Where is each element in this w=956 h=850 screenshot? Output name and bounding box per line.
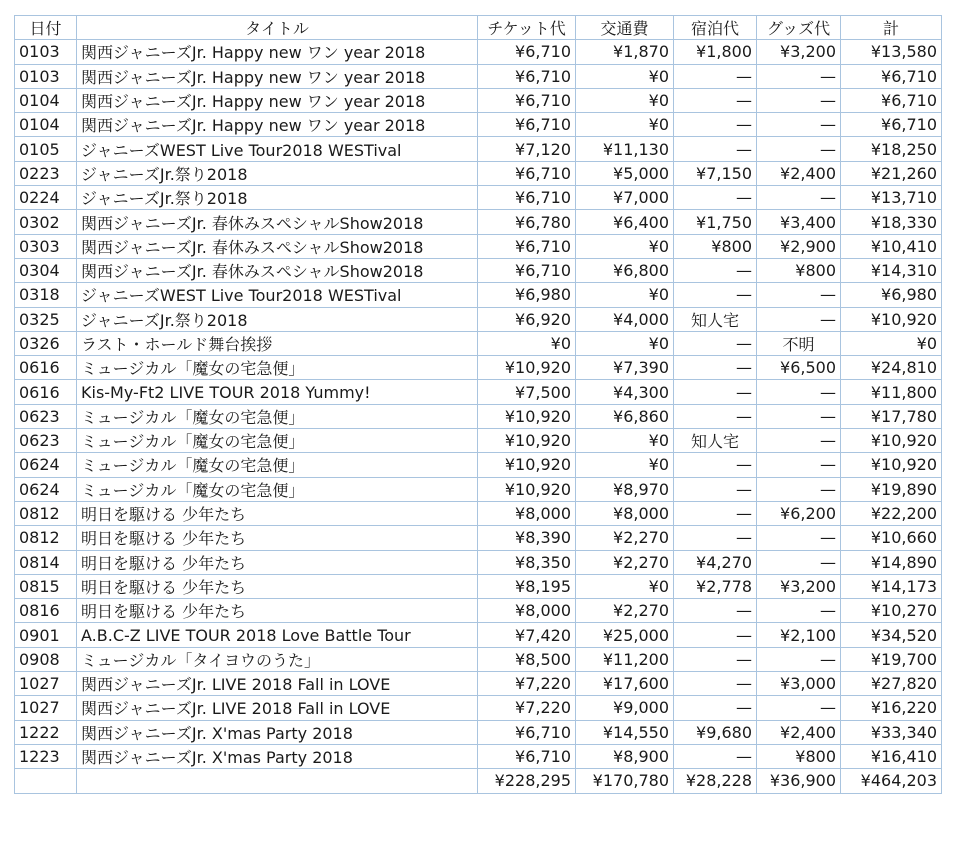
title-cell: 明日を駆ける 少年たち: [77, 501, 478, 525]
title-cell: 関西ジャニーズJr. Happy new ワン year 2018: [77, 113, 478, 137]
ticket-cell: ¥8,500: [478, 647, 576, 671]
goods-cell: ¥6,200: [757, 501, 841, 525]
transport-cell: ¥8,970: [576, 477, 674, 501]
goods-cell: ¥3,000: [757, 672, 841, 696]
lodging-cell: ¥7,150: [674, 161, 757, 185]
header-total: 計: [841, 16, 942, 40]
total-cell: ¥19,890: [841, 477, 942, 501]
transport-cell: ¥6,400: [576, 210, 674, 234]
title-cell: ジャニーズJr.祭り2018: [77, 186, 478, 210]
total-cell: ¥16,220: [841, 696, 942, 720]
title-cell: 関西ジャニーズJr. Happy new ワン year 2018: [77, 88, 478, 112]
table-row: [15, 453, 942, 477]
title-cell: 関西ジャニーズJr. Happy new ワン year 2018: [77, 40, 478, 64]
header-title: タイトル: [77, 16, 478, 40]
ticket-cell: ¥7,220: [478, 672, 576, 696]
ticket-cell: ¥10,920: [478, 453, 576, 477]
ticket-cell: ¥8,000: [478, 599, 576, 623]
header-transport: 交通費: [576, 16, 674, 40]
transport-cell: ¥11,200: [576, 647, 674, 671]
lodging-cell: —: [674, 137, 757, 161]
table-row: [15, 258, 942, 282]
transport-cell: ¥7,000: [576, 186, 674, 210]
goods-cell: ¥2,900: [757, 234, 841, 258]
ticket-cell: ¥7,500: [478, 380, 576, 404]
total-cell: ¥0: [841, 331, 942, 355]
date-cell: 0105: [15, 137, 77, 161]
total-cell: ¥34,520: [841, 623, 942, 647]
date-cell: 0814: [15, 550, 77, 574]
total-cell: ¥10,270: [841, 599, 942, 623]
ticket-cell: ¥8,000: [478, 501, 576, 525]
expense-table: [14, 15, 942, 794]
total-cell: ¥14,310: [841, 258, 942, 282]
date-cell: 0224: [15, 186, 77, 210]
total-cell: ¥10,660: [841, 526, 942, 550]
table-row: [15, 40, 942, 64]
ticket-cell: ¥10,920: [478, 356, 576, 380]
date-cell: 0616: [15, 380, 77, 404]
goods-cell: —: [757, 88, 841, 112]
goods-cell: —: [757, 113, 841, 137]
ticket-cell: ¥10,920: [478, 429, 576, 453]
date-cell: 1223: [15, 744, 77, 768]
lodging-cell: —: [674, 113, 757, 137]
title-cell: 関西ジャニーズJr. X'mas Party 2018: [77, 744, 478, 768]
title-cell: ミュージカル「魔女の宅急便」: [77, 356, 478, 380]
total-transport: ¥170,780: [576, 769, 674, 793]
goods-cell: —: [757, 283, 841, 307]
goods-cell: —: [757, 599, 841, 623]
lodging-cell: —: [674, 501, 757, 525]
ticket-cell: ¥6,710: [478, 64, 576, 88]
goods-cell: —: [757, 64, 841, 88]
table-row: [15, 137, 942, 161]
ticket-cell: ¥0: [478, 331, 576, 355]
transport-cell: ¥2,270: [576, 526, 674, 550]
total-cell: ¥6,710: [841, 88, 942, 112]
table-row: [15, 356, 942, 380]
lodging-cell: —: [674, 258, 757, 282]
totals-row: [15, 769, 942, 793]
ticket-cell: ¥6,980: [478, 283, 576, 307]
date-cell: 0304: [15, 258, 77, 282]
ticket-cell: ¥10,920: [478, 404, 576, 428]
goods-cell: —: [757, 380, 841, 404]
table-row: [15, 672, 942, 696]
date-cell: 1027: [15, 672, 77, 696]
title-cell: ミュージカル「魔女の宅急便」: [77, 404, 478, 428]
goods-cell: —: [757, 647, 841, 671]
grand-total: ¥464,203: [841, 769, 942, 793]
transport-cell: ¥17,600: [576, 672, 674, 696]
title-cell: A.B.C-Z LIVE TOUR 2018 Love Battle Tour: [77, 623, 478, 647]
date-cell: 0816: [15, 599, 77, 623]
goods-cell: ¥6,500: [757, 356, 841, 380]
total-cell: ¥10,920: [841, 307, 942, 331]
ticket-cell: ¥8,195: [478, 574, 576, 598]
table-row: [15, 331, 942, 355]
lodging-cell: —: [674, 647, 757, 671]
header-ticket: チケット代: [478, 16, 576, 40]
table-row: [15, 283, 942, 307]
transport-cell: ¥7,390: [576, 356, 674, 380]
lodging-cell: —: [674, 744, 757, 768]
table-row: [15, 113, 942, 137]
lodging-cell: —: [674, 696, 757, 720]
transport-cell: ¥0: [576, 64, 674, 88]
date-cell: 1222: [15, 720, 77, 744]
totals-date-cell: [15, 769, 77, 793]
ticket-cell: ¥6,710: [478, 234, 576, 258]
transport-cell: ¥9,000: [576, 696, 674, 720]
date-cell: 0303: [15, 234, 77, 258]
lodging-cell: —: [674, 672, 757, 696]
table-row: [15, 234, 942, 258]
lodging-cell: 知人宅: [674, 429, 757, 453]
date-cell: 0302: [15, 210, 77, 234]
ticket-cell: ¥7,420: [478, 623, 576, 647]
date-cell: 0901: [15, 623, 77, 647]
lodging-cell: ¥4,270: [674, 550, 757, 574]
transport-cell: ¥2,270: [576, 550, 674, 574]
total-cell: ¥19,700: [841, 647, 942, 671]
ticket-cell: ¥6,710: [478, 744, 576, 768]
total-cell: ¥11,800: [841, 380, 942, 404]
goods-cell: ¥800: [757, 744, 841, 768]
date-cell: 0104: [15, 113, 77, 137]
transport-cell: ¥0: [576, 234, 674, 258]
goods-cell: ¥800: [757, 258, 841, 282]
ticket-cell: ¥8,390: [478, 526, 576, 550]
table-row: [15, 696, 942, 720]
transport-cell: ¥6,860: [576, 404, 674, 428]
title-cell: ジャニーズJr.祭り2018: [77, 161, 478, 185]
ticket-cell: ¥6,710: [478, 88, 576, 112]
transport-cell: ¥11,130: [576, 137, 674, 161]
total-cell: ¥6,710: [841, 64, 942, 88]
total-cell: ¥10,920: [841, 429, 942, 453]
goods-cell: —: [757, 429, 841, 453]
lodging-cell: —: [674, 356, 757, 380]
table-row: [15, 64, 942, 88]
total-cell: ¥6,980: [841, 283, 942, 307]
lodging-cell: ¥1,800: [674, 40, 757, 64]
title-cell: ミュージカル「魔女の宅急便」: [77, 477, 478, 501]
totals-title-cell: [77, 769, 478, 793]
header-lodging: 宿泊代: [674, 16, 757, 40]
title-cell: 明日を駆ける 少年たち: [77, 550, 478, 574]
lodging-cell: ¥1,750: [674, 210, 757, 234]
total-cell: ¥6,710: [841, 113, 942, 137]
goods-cell: ¥2,100: [757, 623, 841, 647]
header-date: 日付: [15, 16, 77, 40]
table-row: [15, 307, 942, 331]
ticket-cell: ¥6,710: [478, 40, 576, 64]
date-cell: 0812: [15, 526, 77, 550]
transport-cell: ¥25,000: [576, 623, 674, 647]
table-row: [15, 501, 942, 525]
goods-cell: ¥2,400: [757, 161, 841, 185]
date-cell: 0325: [15, 307, 77, 331]
date-cell: 0812: [15, 501, 77, 525]
title-cell: ジャニーズJr.祭り2018: [77, 307, 478, 331]
table-row: [15, 88, 942, 112]
transport-cell: ¥4,300: [576, 380, 674, 404]
transport-cell: ¥14,550: [576, 720, 674, 744]
title-cell: ミュージカル「魔女の宅急便」: [77, 429, 478, 453]
ticket-cell: ¥6,710: [478, 161, 576, 185]
transport-cell: ¥0: [576, 113, 674, 137]
table-row: [15, 550, 942, 574]
title-cell: 関西ジャニーズJr. X'mas Party 2018: [77, 720, 478, 744]
ticket-cell: ¥6,710: [478, 258, 576, 282]
transport-cell: ¥0: [576, 283, 674, 307]
table-row: [15, 477, 942, 501]
ticket-cell: ¥6,920: [478, 307, 576, 331]
table-row: [15, 526, 942, 550]
table-row: [15, 623, 942, 647]
goods-cell: —: [757, 404, 841, 428]
title-cell: Kis-My-Ft2 LIVE TOUR 2018 Yummy!: [77, 380, 478, 404]
table-row: [15, 647, 942, 671]
goods-cell: —: [757, 186, 841, 210]
transport-cell: ¥8,900: [576, 744, 674, 768]
goods-cell: ¥3,200: [757, 574, 841, 598]
goods-cell: 不明: [757, 331, 841, 355]
ticket-cell: ¥6,710: [478, 186, 576, 210]
ticket-cell: ¥8,350: [478, 550, 576, 574]
date-cell: 0318: [15, 283, 77, 307]
ticket-cell: ¥10,920: [478, 477, 576, 501]
title-cell: 関西ジャニーズJr. LIVE 2018 Fall in LOVE: [77, 696, 478, 720]
goods-cell: —: [757, 477, 841, 501]
lodging-cell: —: [674, 380, 757, 404]
goods-cell: ¥2,400: [757, 720, 841, 744]
title-cell: ジャニーズWEST Live Tour2018 WESTival: [77, 283, 478, 307]
transport-cell: ¥0: [576, 429, 674, 453]
total-cell: ¥10,920: [841, 453, 942, 477]
total-cell: ¥17,780: [841, 404, 942, 428]
transport-cell: ¥2,270: [576, 599, 674, 623]
table-row: [15, 210, 942, 234]
date-cell: 0624: [15, 453, 77, 477]
title-cell: 明日を駆ける 少年たち: [77, 574, 478, 598]
date-cell: 0223: [15, 161, 77, 185]
date-cell: 0624: [15, 477, 77, 501]
lodging-cell: —: [674, 186, 757, 210]
title-cell: 関西ジャニーズJr. 春休みスペシャルShow2018: [77, 258, 478, 282]
total-cell: ¥33,340: [841, 720, 942, 744]
table-row: [15, 744, 942, 768]
ticket-cell: ¥7,220: [478, 696, 576, 720]
table-row: [15, 720, 942, 744]
total-cell: ¥10,410: [841, 234, 942, 258]
title-cell: ミュージカル「タイヨウのうた」: [77, 647, 478, 671]
title-cell: 関西ジャニーズJr. 春休みスペシャルShow2018: [77, 210, 478, 234]
table-row: [15, 161, 942, 185]
lodging-cell: —: [674, 599, 757, 623]
title-cell: 明日を駆ける 少年たち: [77, 599, 478, 623]
total-cell: ¥18,330: [841, 210, 942, 234]
table-row: [15, 404, 942, 428]
date-cell: 0616: [15, 356, 77, 380]
total-cell: ¥18,250: [841, 137, 942, 161]
table-row: [15, 429, 942, 453]
title-cell: ラスト・ホールド舞台挨拶: [77, 331, 478, 355]
table-row: [15, 186, 942, 210]
lodging-cell: ¥2,778: [674, 574, 757, 598]
lodging-cell: ¥800: [674, 234, 757, 258]
total-cell: ¥14,890: [841, 550, 942, 574]
lodging-cell: —: [674, 623, 757, 647]
total-cell: ¥27,820: [841, 672, 942, 696]
date-cell: 0623: [15, 404, 77, 428]
title-cell: 関西ジャニーズJr. Happy new ワン year 2018: [77, 64, 478, 88]
lodging-cell: —: [674, 331, 757, 355]
date-cell: 1027: [15, 696, 77, 720]
date-cell: 0326: [15, 331, 77, 355]
lodging-cell: —: [674, 283, 757, 307]
lodging-cell: —: [674, 64, 757, 88]
goods-cell: —: [757, 307, 841, 331]
total-cell: ¥24,810: [841, 356, 942, 380]
table-row: [15, 574, 942, 598]
title-cell: 明日を駆ける 少年たち: [77, 526, 478, 550]
goods-cell: —: [757, 550, 841, 574]
lodging-cell: —: [674, 453, 757, 477]
title-cell: ミュージカル「魔女の宅急便」: [77, 453, 478, 477]
lodging-cell: 知人宅: [674, 307, 757, 331]
total-cell: ¥14,173: [841, 574, 942, 598]
total-cell: ¥13,710: [841, 186, 942, 210]
goods-cell: —: [757, 526, 841, 550]
total-lodging: ¥28,228: [674, 769, 757, 793]
ticket-cell: ¥6,780: [478, 210, 576, 234]
header-goods: グッズ代: [757, 16, 841, 40]
goods-cell: ¥3,200: [757, 40, 841, 64]
transport-cell: ¥0: [576, 331, 674, 355]
total-goods: ¥36,900: [757, 769, 841, 793]
title-cell: ジャニーズWEST Live Tour2018 WESTival: [77, 137, 478, 161]
transport-cell: ¥0: [576, 88, 674, 112]
title-cell: 関西ジャニーズJr. LIVE 2018 Fall in LOVE: [77, 672, 478, 696]
goods-cell: ¥3,400: [757, 210, 841, 234]
ticket-cell: ¥7,120: [478, 137, 576, 161]
ticket-cell: ¥6,710: [478, 720, 576, 744]
table-row: [15, 599, 942, 623]
total-ticket: ¥228,295: [478, 769, 576, 793]
lodging-cell: —: [674, 526, 757, 550]
total-cell: ¥16,410: [841, 744, 942, 768]
transport-cell: ¥1,870: [576, 40, 674, 64]
lodging-cell: —: [674, 88, 757, 112]
goods-cell: —: [757, 453, 841, 477]
transport-cell: ¥6,800: [576, 258, 674, 282]
date-cell: 0908: [15, 647, 77, 671]
transport-cell: ¥5,000: [576, 161, 674, 185]
transport-cell: ¥4,000: [576, 307, 674, 331]
lodging-cell: ¥9,680: [674, 720, 757, 744]
lodging-cell: —: [674, 404, 757, 428]
date-cell: 0103: [15, 40, 77, 64]
date-cell: 0623: [15, 429, 77, 453]
goods-cell: —: [757, 696, 841, 720]
lodging-cell: —: [674, 477, 757, 501]
goods-cell: —: [757, 137, 841, 161]
total-cell: ¥21,260: [841, 161, 942, 185]
date-cell: 0104: [15, 88, 77, 112]
date-cell: 0103: [15, 64, 77, 88]
table-row: [15, 380, 942, 404]
total-cell: ¥22,200: [841, 501, 942, 525]
total-cell: ¥13,580: [841, 40, 942, 64]
header-row: [15, 16, 942, 40]
transport-cell: ¥8,000: [576, 501, 674, 525]
transport-cell: ¥0: [576, 574, 674, 598]
ticket-cell: ¥6,710: [478, 113, 576, 137]
title-cell: 関西ジャニーズJr. 春休みスペシャルShow2018: [77, 234, 478, 258]
date-cell: 0815: [15, 574, 77, 598]
transport-cell: ¥0: [576, 453, 674, 477]
